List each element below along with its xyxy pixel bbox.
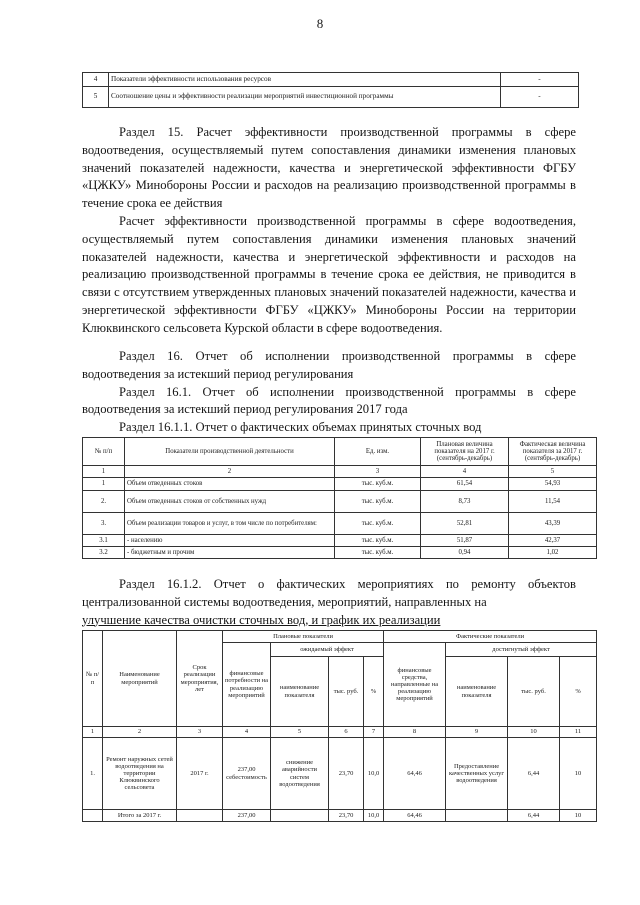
expected-pct: 10,0 [364,738,384,810]
plan-value: 61,54 [421,478,509,491]
total-spacer [177,810,223,822]
fact-value: 11,54 [509,491,597,513]
column-number: 2 [125,466,335,478]
plan-value: 51,87 [421,535,509,547]
column-number: 1 [83,727,103,738]
column-number: 4 [223,727,271,738]
unit: тыс. куб.м. [335,513,421,535]
plan-value: 52,81 [421,513,509,535]
column-number: 10 [508,727,560,738]
column-number: 1 [83,466,125,478]
total-financing: 237,00 [223,810,271,822]
indicator-name: - бюджетным и прочим [125,547,335,559]
table-row [83,491,597,513]
total-spacer [446,810,508,822]
expected-rub: 23,70 [329,738,364,810]
indicator-name: Объем отведенных стоков от собственных нужд [125,491,335,513]
column-header: № п/п [83,438,125,466]
column-number: 3 [177,727,223,738]
column-header: финансовые средства, направленные на реализацию мероприятий [384,643,446,727]
column-number: 4 [421,466,509,478]
fact-value: 1,02 [509,547,597,559]
column-number: 5 [271,727,329,738]
column-number: 2 [103,727,177,738]
total-rub: 23,70 [329,810,364,822]
row-number: 5 [83,87,109,108]
column-number: 7 [364,727,384,738]
indicator-name: - населению [125,535,335,547]
column-header: Фактическая величина показателя за 2017 г. (сентябрь-декабрь) [509,438,597,466]
table-row [83,535,597,547]
column-header: наименование показателя [271,657,329,727]
unit: тыс. куб.м. [335,478,421,491]
repair-measures-table [82,630,597,822]
column-header: тыс. руб. [508,657,560,727]
row-number: 3.2 [83,547,125,559]
column-header: Показатели производственной деятельности [125,438,335,466]
unit: тыс. куб.м. [335,535,421,547]
column-header: Плановая величина показателя на 2017 г. (сентябрь-декабрь) [421,438,509,466]
expected-indicator: снижение аварийности систем водоотведения [271,738,329,810]
column-header: финансовые потребности на реализацию мероприятий [223,643,271,727]
total-spacer [271,810,329,822]
planned-financing: 237,00 себестоимость [223,738,271,810]
row-number: 3.1 [83,535,125,547]
total-pct: 10,0 [364,810,384,822]
section-16-1-2-heading-underlined: улучшение качества очистки сточных вод, и график их реализации [82,612,441,627]
column-header: достигнутый эффект [446,643,597,657]
indicator-name: Соотношение цены и эффективности реализации мероприятий инвестиционной программы [109,87,501,108]
section-16-1-heading: Раздел 16.1. Отчет об исполнении производственной программы в сфере водоотведения за истекший период регулирования 2017 года [82,384,576,417]
row-number: 3. [83,513,125,535]
table-row [83,87,579,108]
total-actual-financing: 64,46 [384,810,446,822]
column-header: ожидаемый эффект [271,643,384,657]
total-label: Итого за 2017 г. [103,810,177,822]
row-number: 1 [83,478,125,491]
column-number: 6 [329,727,364,738]
column-header: тыс. руб. [329,657,364,727]
table-row [83,478,597,491]
column-header: Срок реализации мероприятия, лет [177,631,223,727]
total-spacer [83,810,103,822]
row-number: 4 [83,73,109,87]
indicator-value: - [501,87,579,108]
column-number-row [83,466,597,478]
table-row [83,73,579,87]
total-achieved-pct: 10 [560,810,597,822]
achieved-indicator: Предоставление качественных услуг водоотведения [446,738,508,810]
unit: тыс. куб.м. [335,547,421,559]
table-row [83,513,597,535]
column-header: наименование показателя [446,657,508,727]
page-number: 8 [316,16,324,31]
indicator-value: - [501,73,579,87]
indicator-name: Объем отведенных стоков [125,478,335,491]
section-16-heading: Раздел 16. Отчет об исполнении производственной программы в сфере водоотведения за истекший период регулирования [82,349,576,381]
unit: тыс. куб.м. [335,491,421,513]
column-number: 8 [384,727,446,738]
plan-value: 8,73 [421,491,509,513]
column-number: 3 [335,466,421,478]
total-achieved-rub: 6,44 [508,810,560,822]
row-number: 2. [83,491,125,513]
achieved-rub: 6,44 [508,738,560,810]
achieved-pct: 10 [560,738,597,810]
section-15-body: Расчет эффективности производственной программы в сфере водоотведения, осуществляемый путем сопоставления динамики изменения плановых значений показателей надежности, качества и энергетической эффективности и расходов на реализацию производственной программы в течение срока ее действия, не приводится в связи с отсутствием утвержденных плановых значений показателей надежности, качества и энергетической эффективности ФГБУ «ЦЖКУ» Минобороны России на территории Клюквинского сельсовета Курской области в сфере водоотведения. [82,213,576,335]
section-15-heading: Раздел 15. Расчет эффективности производственной программы в сфере водоотведения, осуществляемый путем сопоставления динамики изменения плановых значений показателей надежности, качества и энергетической эффективности ФГБУ «ЦЖКУ» Минобороны России и расходов на реализацию производственной программы в течение срока ее действия [82,125,576,211]
row-number: 1. [83,738,103,810]
fact-value: 42,37 [509,535,597,547]
column-header: Плановые показатели [223,631,384,643]
measure-term: 2017 г. [177,738,223,810]
wastewater-volumes-table [82,437,597,559]
measure-name: Ремонт наружных сетей водоотведения на территории Клюквинского сельсовета [103,738,177,810]
column-header: Фактические показатели [384,631,597,643]
column-header: Ед. изм. [335,438,421,466]
fact-value: 43,39 [509,513,597,535]
section-15 [82,124,576,338]
section-16-1-2 [82,576,576,629]
indicator-name: Объем реализации товаров и услуг, в том числе по потребителям: [125,513,335,535]
column-header: Наименование мероприятий [103,631,177,727]
actual-financing: 64,46 [384,738,446,810]
table-row [83,738,597,810]
column-header: % [560,657,597,727]
section-16 [82,348,576,437]
column-number-row [83,727,597,738]
total-row [83,810,597,822]
column-header: % [364,657,384,727]
indicator-name: Показатели эффективности использования ресурсов [109,73,501,87]
column-header: № п/ п [83,631,103,727]
column-number: 5 [509,466,597,478]
section-16-1-1-heading: Раздел 16.1.1. Отчет о фактических объемах принятых сточных вод [119,420,482,435]
resource-efficiency-table [82,72,579,108]
column-number: 9 [446,727,508,738]
section-16-1-2-heading: Раздел 16.1.2. Отчет о фактических мероприятиях по ремонту объектов централизованной системы водоотведения, мероприятий, направленных на [82,577,576,609]
plan-value: 0,94 [421,547,509,559]
column-number: 11 [560,727,597,738]
table-row [83,547,597,559]
fact-value: 54,93 [509,478,597,491]
table-header-row [83,438,597,466]
table-header-row [83,631,597,643]
